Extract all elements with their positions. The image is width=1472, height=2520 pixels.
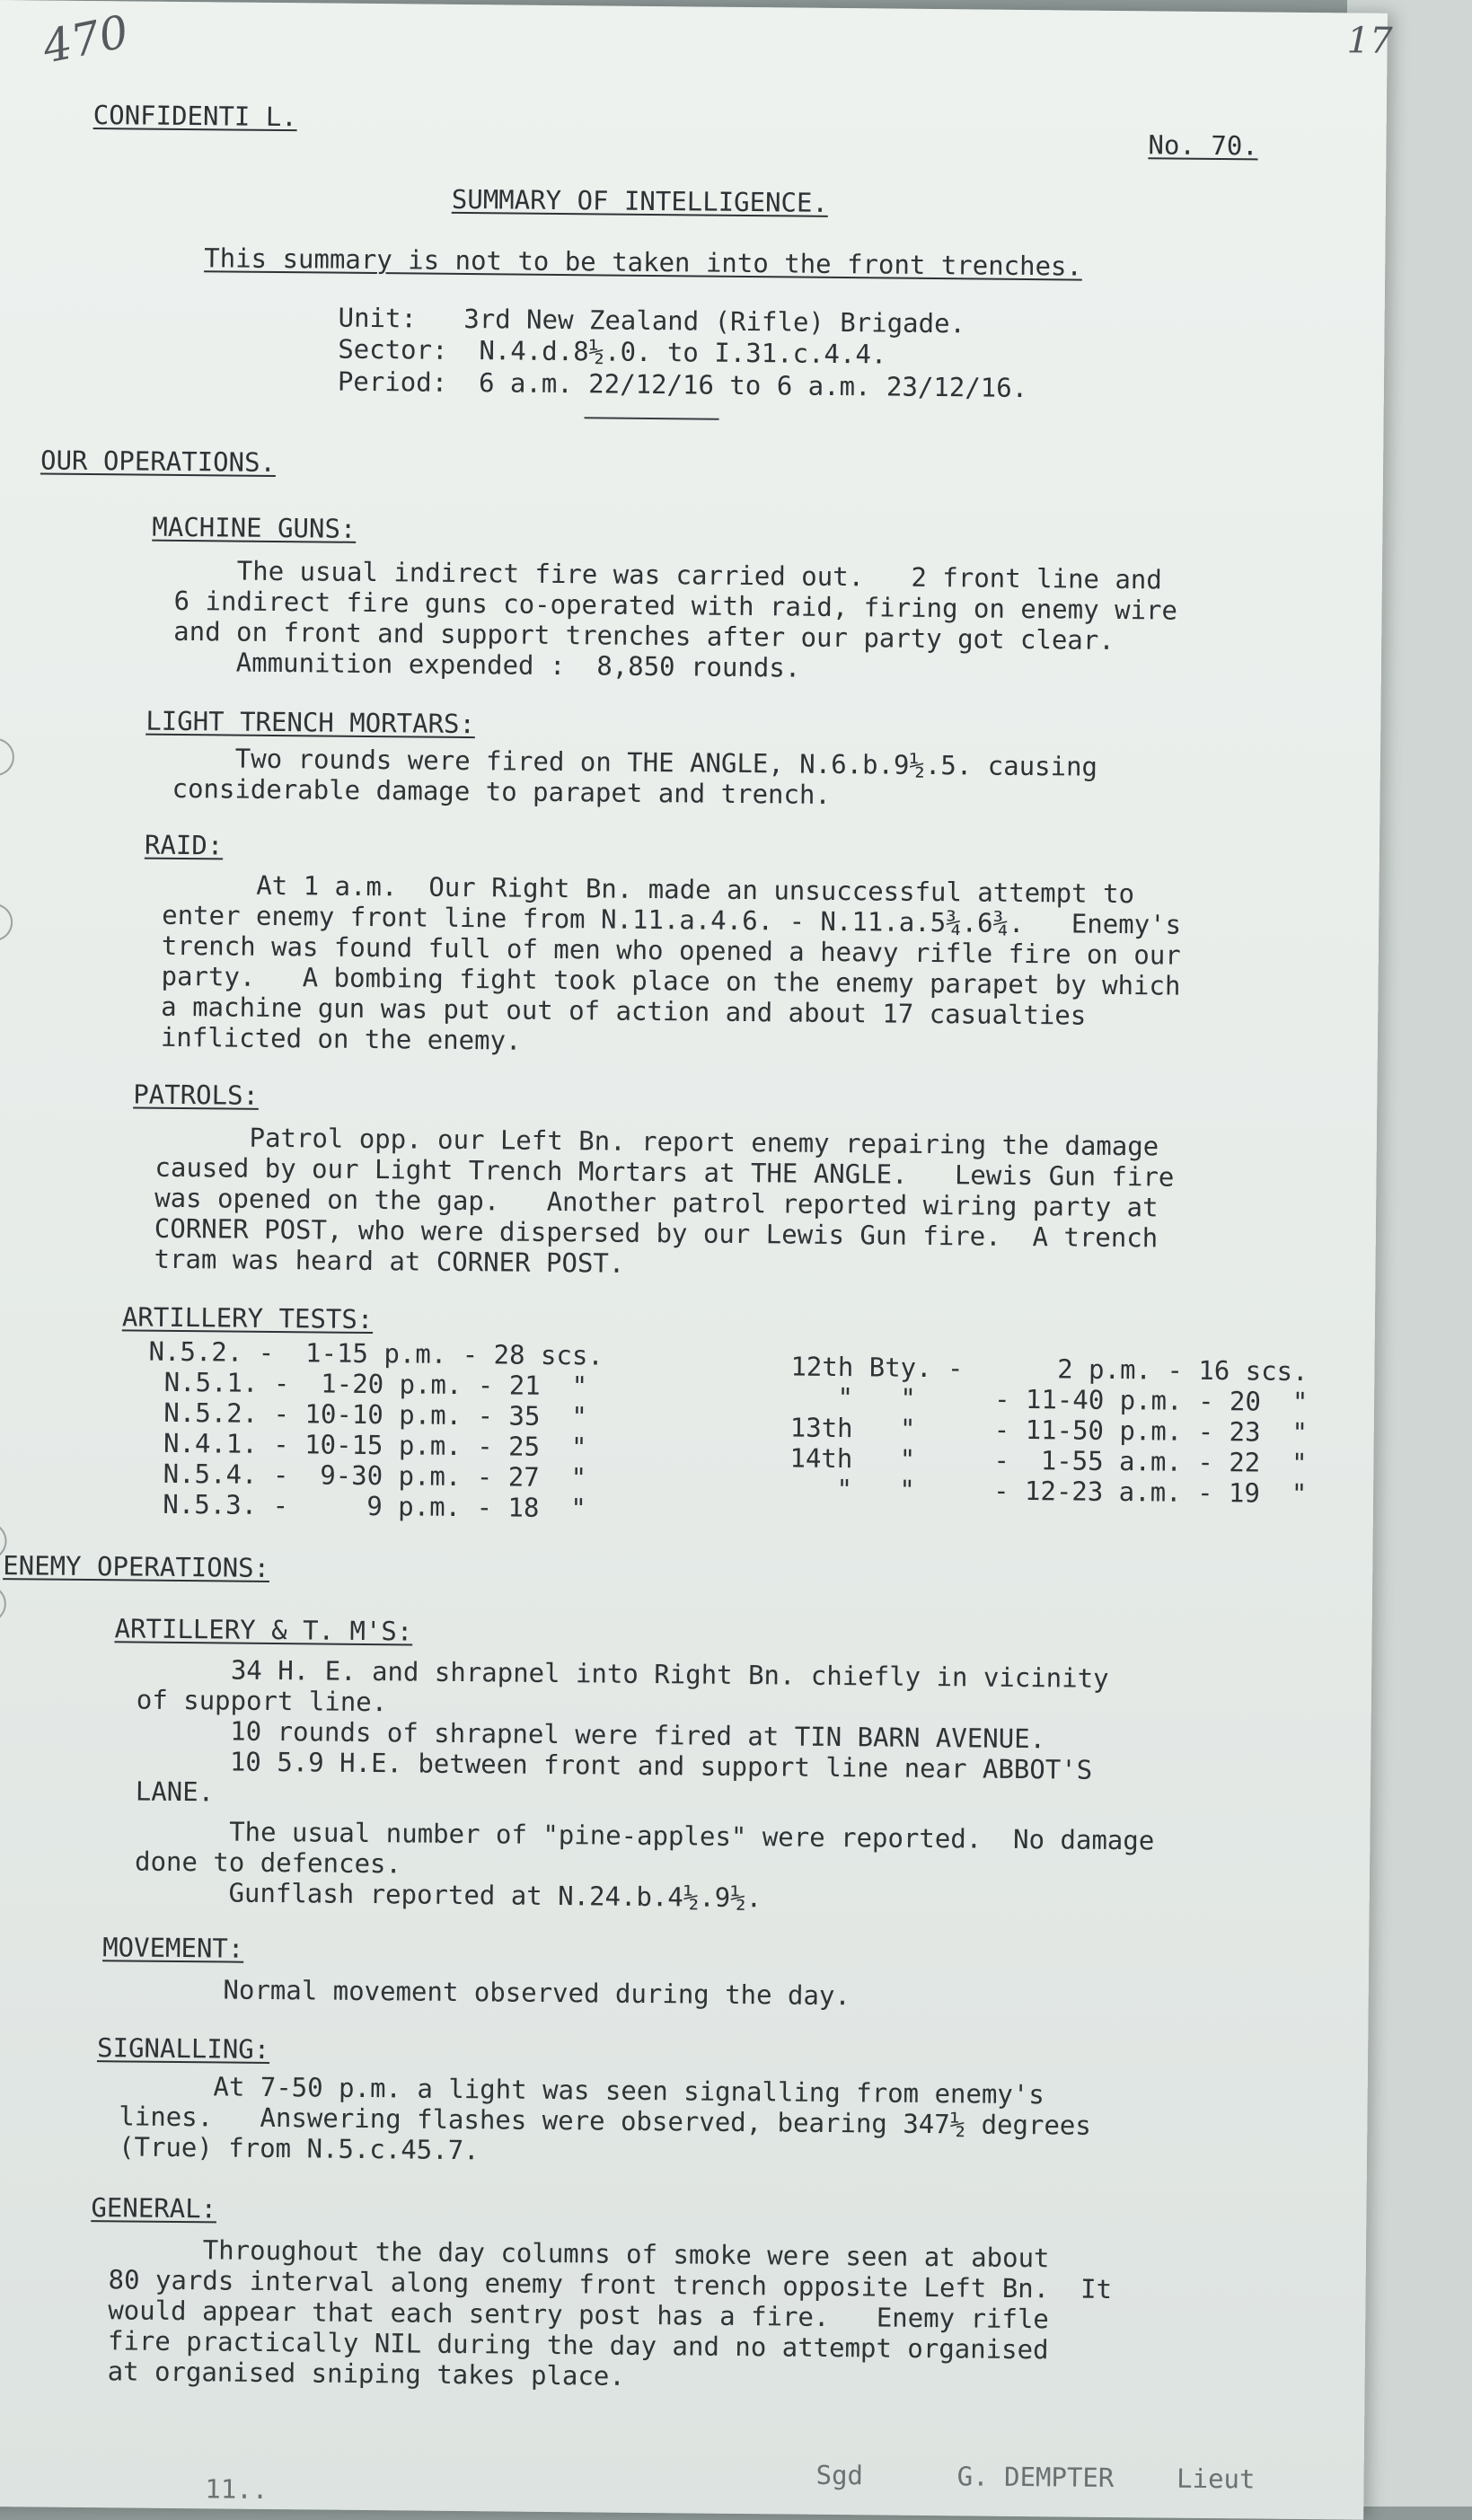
handwritten-page-number: 470 <box>38 5 133 74</box>
signalling-heading: SIGNALLING: <box>96 2032 270 2065</box>
machine-guns-paragraph: The usual indirect fire was carried out. 2 front line and 6 indirect fire guns co-operated with raid, firing on enemy wire and on front and support trenches after our party got clear. Ammunition expended : 8,850 rounds. <box>172 554 1178 683</box>
punch-hole <box>0 903 13 941</box>
raid-paragraph: At 1 a.m. Our Right Bn. made an unsuccessful attempt to enter enemy front line from N.11.a.4.6. - N.11.a.5¾.6¾. Enemy's trench was found full of men who opened a heavy rifle fire on our party. A bombing fight took place on the enemy parapet by which a machine gun was put out of action and about 17 casualties inflicted on the enemy. <box>160 868 1182 1056</box>
handwritten-folio-number: 17 <box>1346 20 1393 62</box>
enemy-operations-heading: ENEMY OPERATIONS: <box>3 1550 270 1583</box>
artillery-trench-mortars-heading: ARTILLERY & T. M'S: <box>114 1613 413 1647</box>
light-trench-mortars-heading: LIGHT TRENCH MORTARS: <box>145 705 476 740</box>
our-operations-heading: OUR OPERATIONS. <box>40 445 277 478</box>
summary-number: No. 70. <box>1148 129 1258 162</box>
punch-hole <box>0 1585 6 1623</box>
machine-guns-heading: MACHINE GUNS: <box>152 511 357 544</box>
header-divider <box>585 417 719 419</box>
artillery-tests-right-column: 12th Bty. - 2 p.m. - 16 scs. " " - 11-40 p.m. - 20 " 13th " - 11-50 p.m. - 23 " 14th " - 1-55 a.m. - 22 " " " - 12-23 a.m. - 19 " <box>789 1351 1309 1510</box>
signalling-paragraph: At 7-50 p.m. a light was seen signalling from enemy's lines. Answering flashes were observed, bearing 347½ degrees (True) from N.5.c.45.7. <box>118 2070 1092 2166</box>
classification-label: CONFIDENTI L. <box>93 100 297 133</box>
patrols-heading: PATROLS: <box>133 1079 260 1111</box>
general-paragraph: Throughout the day columns of smoke were seen at about 80 yards interval along enemy front trench opposite Left Bn. It would appear that each sentry post has a fire. Enemy rifle fire practically NIL during the day and no attempt organised at organised sniping takes place. <box>107 2234 1113 2392</box>
signature-line: Sgd G. DEMPTER Lieut <box>815 2459 1256 2495</box>
document-title: SUMMARY OF INTELLIGENCE. <box>451 183 829 218</box>
artillery-tests-left-column: N.5.2. - 1-15 p.m. - 28 scs. N.5.1. - 1-20 p.m. - 21 " N.5.2. - 10-10 p.m. - 35 " N.4.1. - 10-15 p.m. - 25 " N.5.4. - 9-30 p.m. - 27 " N.5.3. - 9 p.m. - 18 " <box>146 1335 604 1524</box>
general-heading: GENERAL: <box>91 2192 217 2225</box>
movement-paragraph: Normal movement observed during the day. <box>128 1973 851 2012</box>
distribution-warning: This summary is not to be taken into the front trenches. <box>204 242 1083 282</box>
punch-hole <box>0 738 14 776</box>
light-trench-mortars-paragraph: Two rounds were fired on THE ANGLE, N.6.b.9½.5. causing considerable damage to parapet and trench. <box>172 742 1098 810</box>
movement-heading: MOVEMENT: <box>102 1932 244 1964</box>
raid-heading: RAID: <box>144 829 224 861</box>
period-line: Period: 6 a.m. 22/12/16 to 6 a.m. 23/12/16. <box>337 366 1028 404</box>
footer-fragment: 11.. <box>205 2473 269 2505</box>
sector-line: Sector: N.4.d.8½.0. to I.31.c.4.4. <box>338 333 887 370</box>
enemy-artillery-paragraph: 34 H. E. and shrapnel into Right Bn. chiefly in vicinity of support line. 10 rounds of shrapnel were fired at TIN BARN AVENUE. 10 5.9 H.E. between front and support line near ABBOT'S LANE. The usual number of "pine-apples" were reported. No damage done to defences. Gunflash reported at N.24.b.4½.9½. <box>134 1653 1155 1914</box>
patrols-paragraph: Patrol opp. our Left Bn. report enemy repairing the damage caused by our Light Trench Mortars at THE ANGLE. Lewis Gun fire was opened on the gap. Another patrol reported wiring party at CORNER POST, who were dispersed by our Lewis Gun fire. A trench tram was heard at CORNER POST. <box>154 1121 1175 1279</box>
artillery-tests-heading: ARTILLERY TESTS: <box>121 1301 374 1335</box>
unit-line: Unit: 3rd New Zealand (Rifle) Brigade. <box>338 302 966 339</box>
